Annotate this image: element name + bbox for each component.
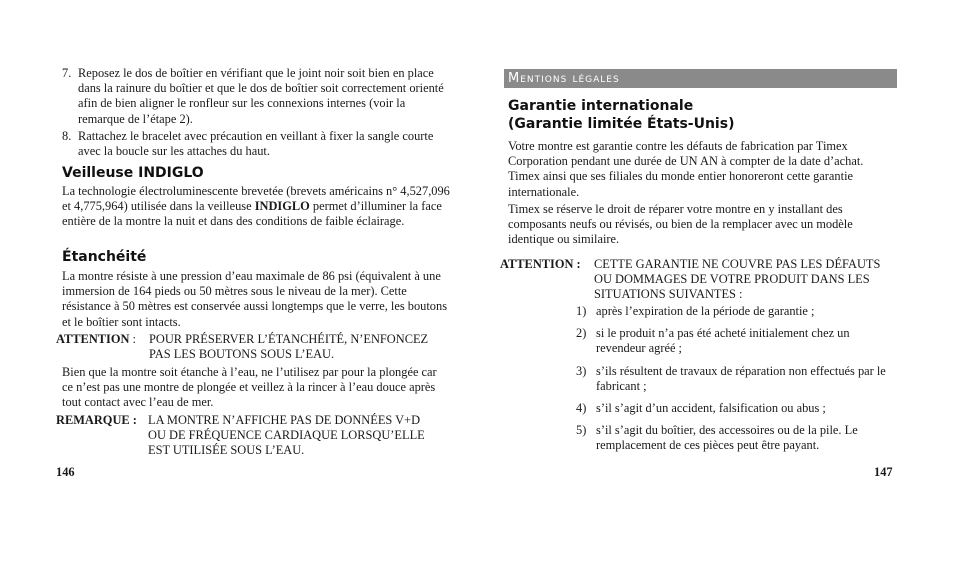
- exclusions-list: [576, 304, 898, 461]
- list-item-text: s’il s’agit du boîtier, des accessoires ou de la pile. Le remplacement de ces pièces peut être payant.: [596, 423, 858, 453]
- attention-label-text: ATTENTION: [56, 332, 130, 346]
- left-page: [56, 0, 448, 573]
- step-text: Reposez le dos de boîtier en vérifiant que le joint noir soit bien en place dans la rainure du boîtier et que le dos de boîtier soit correctement orienté afin de bien aligner le ronfleur sur les connexions internes (voir la remarque de l’étape 2).: [78, 66, 444, 126]
- indiglo-text-after: permet d’illuminer la face entière de la montre la nuit et dans des conditions de faible éclairage.: [62, 199, 442, 229]
- attention-text: POUR PRÉSERVER L’ÉTANCHÉITÉ, N’ENFONCEZ PAS LES BOUTONS SOUS L’EAU.: [149, 332, 429, 362]
- rinse-paragraph: Bien que la montre soit étanche à l’eau, ne l’utilisez par pour la plongée car ce n’est pas une montre de plongée et veillez à la rincer à l’eau douce après tout contact avec l’eau de mer.: [62, 365, 437, 410]
- list-item-number: 2): [576, 326, 587, 341]
- guarantee-paragraph-2: Timex se réserve le droit de réparer votre montre en y installant des composants neufs ou révisés, ou bien de la remplacer avec un modèle identique ou similaire.: [508, 202, 853, 247]
- guarantee-attention-label: ATTENTION :: [500, 257, 581, 271]
- attention-separator: :: [129, 332, 136, 346]
- remarque-text: LA MONTRE N’AFFICHE PAS DE DONNÉES V+D OU DE FRÉQUENCE CARDIAQUE LORSQU’ELLE EST UTILISÉE SOUS L’EAU.: [148, 413, 425, 458]
- guarantee-attention: [500, 257, 898, 303]
- list-item-number: 5): [576, 423, 587, 438]
- guarantee-heading: [508, 97, 898, 133]
- guarantee-paragraph-1: Votre montre est garantie contre les défauts de fabrication par Timex Corporation pendant une durée de UN AN à compter de la date d’achat. Timex ainsi que ses filiales du monde entier honoreront cette garantie internationale.: [508, 139, 864, 199]
- list-item: [576, 423, 898, 453]
- remarque-note: [56, 413, 448, 459]
- list-item-number: 1): [576, 304, 587, 318]
- attention-note: [56, 332, 448, 362]
- step-8: [62, 129, 448, 159]
- indiglo-paragraph: [62, 184, 450, 230]
- list-item: [576, 304, 898, 319]
- list-item-number: 4): [576, 401, 587, 416]
- page-number-left: 146: [56, 465, 75, 479]
- section-title-bar: Mentions légales: [504, 69, 897, 88]
- water-paragraph: La montre résiste à une pression d’eau maximale de 86 psi (équivalent à une immersion de 164 pieds ou 50 mètres sous le niveau de la mer). Cette résistance à 50 mètres est conservée aussi longtemps que le verre, les boutons et le boîtier sont intacts.: [62, 269, 448, 329]
- guarantee-heading-line2: (Garantie limitée États-Unis): [508, 116, 735, 132]
- guarantee-heading-line1: Garantie internationale: [508, 98, 694, 114]
- indiglo-text-before: La technologie électroluminescente brevetée (brevets américains n° 4,527,096 et 4,775,964) utilisée dans la veilleuse: [62, 184, 450, 214]
- list-item-text: si le produit n’a pas été acheté initialement chez un revendeur agréé ;: [596, 326, 850, 356]
- step-number: 7.: [62, 66, 72, 80]
- attention-label: [56, 332, 136, 347]
- right-page: [500, 0, 898, 573]
- list-item-text: s’il s’agit d’un accident, falsification ou abus ;: [596, 401, 826, 416]
- list-item: [576, 401, 898, 416]
- guarantee-attention-text: CETTE GARANTIE NE COUVRE PAS LES DÉFAUTS OU DOMMAGES DE VOTRE PRODUIT DANS LES SITUATIONS SUIVANTES :: [594, 257, 881, 302]
- list-item-text: s’ils résultent de travaux de réparation non effectués par le fabricant ;: [596, 363, 886, 393]
- remarque-label: REMARQUE :: [56, 413, 137, 427]
- step-7: [62, 66, 448, 127]
- step-number: 8.: [62, 129, 72, 143]
- list-item-number: 3): [576, 363, 587, 378]
- list-item: [576, 364, 898, 394]
- page-number-right: 147: [874, 465, 893, 479]
- list-item-text: après l’expiration de la période de garantie ;: [596, 304, 815, 318]
- indiglo-brand: INDIGLO: [254, 199, 310, 214]
- indiglo-heading: Veilleuse INDIGLO: [62, 165, 204, 181]
- step-text: Rattachez le bracelet avec précaution en veillant à fixer la sangle courte avec la boucle sur les attaches du haut.: [78, 129, 434, 159]
- list-item: [576, 326, 898, 356]
- water-heading: Étanchéité: [62, 249, 147, 265]
